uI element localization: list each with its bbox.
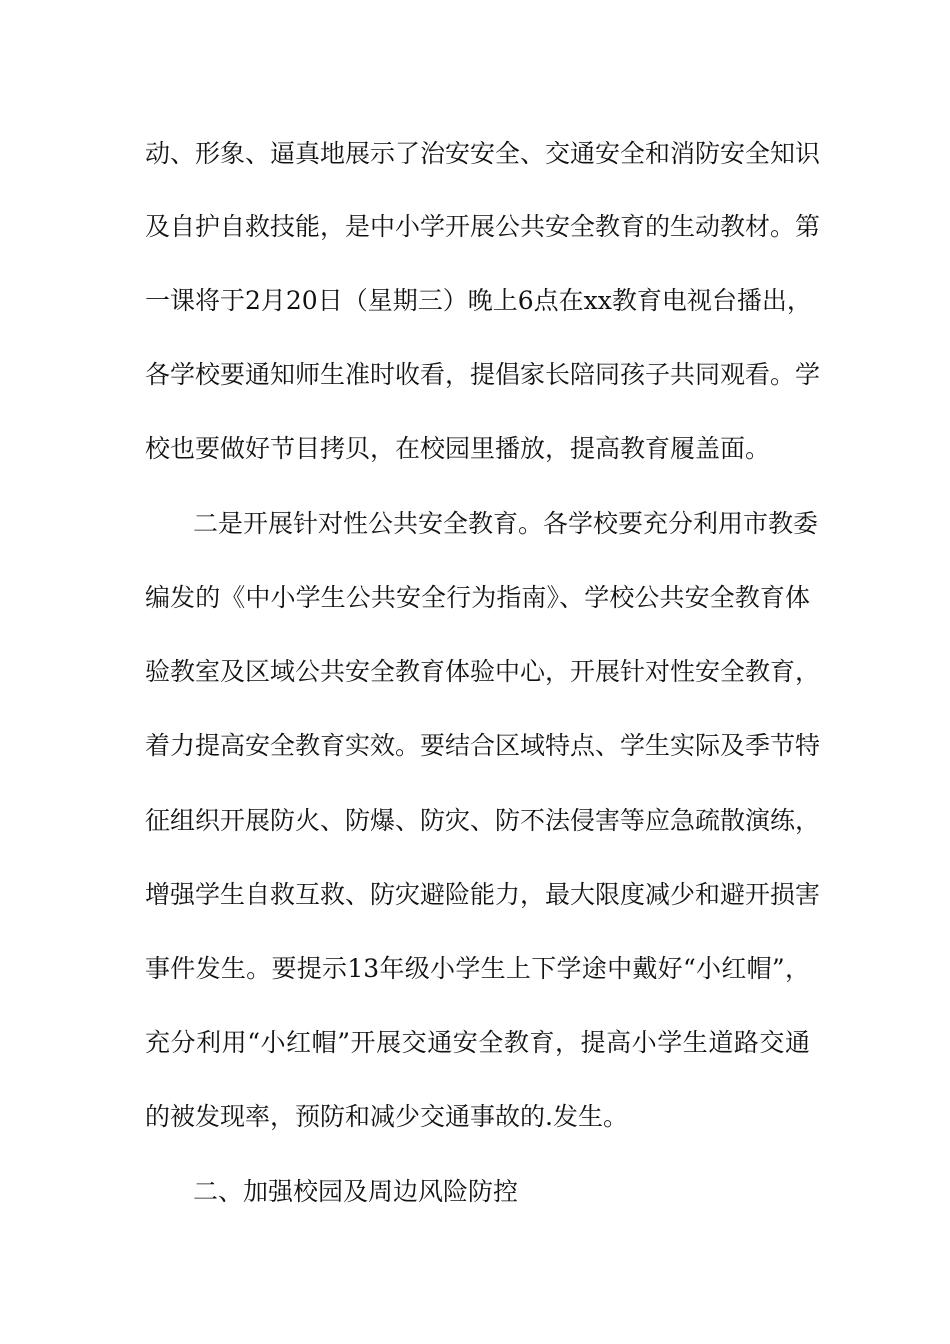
- section-heading: 二、加强校园及周边风险防控: [193, 1177, 519, 1206]
- text-line: 动、形象、逼真地展示了治安安全、交通安全和消防安全知识: [145, 139, 821, 168]
- text-line: 的被发现率，预防和减少交通事故的.发生。: [145, 1102, 628, 1131]
- text-line: 征组织开展防火、防爆、防灾、防不法侵害等应急疏散演练，: [145, 806, 821, 835]
- text-line: 验教室及区域公共安全教育体验中心，开展针对性安全教育，: [145, 657, 821, 686]
- text-line: 增强学生自救互救、防灾避险能力，最大限度减少和避开损害: [145, 880, 821, 909]
- text-line: 各学校要通知师生准时收看，提倡家长陪同孩子共同观看。学: [145, 360, 821, 389]
- text-line: 充分利用“小红帽”开展交通安全教育，提高小学生道路交通: [145, 1028, 810, 1057]
- text-line: 校也要做好节目拷贝，在校园里播放，提高教育履盖面。: [145, 434, 771, 463]
- paragraph-first-line: 二是开展针对性公共安全教育。各学校要充分利用市教委: [193, 509, 819, 538]
- text-line: 着力提高安全教育实效。要结合区域特点、学生实际及季节特: [145, 731, 821, 760]
- text-line: 一课将于2月20日（星期三）晚上6点在xx教育电视台播出，: [145, 286, 812, 315]
- text-line: 事件发生。要提示13年级小学生上下学途中戴好“小红帽”，: [145, 954, 810, 983]
- text-line: 及自护自救技能，是中小学开展公共安全教育的生动教材。第: [145, 212, 821, 241]
- text-line: 编发的《中小学生公共安全行为指南》、学校公共安全教育体: [145, 583, 810, 612]
